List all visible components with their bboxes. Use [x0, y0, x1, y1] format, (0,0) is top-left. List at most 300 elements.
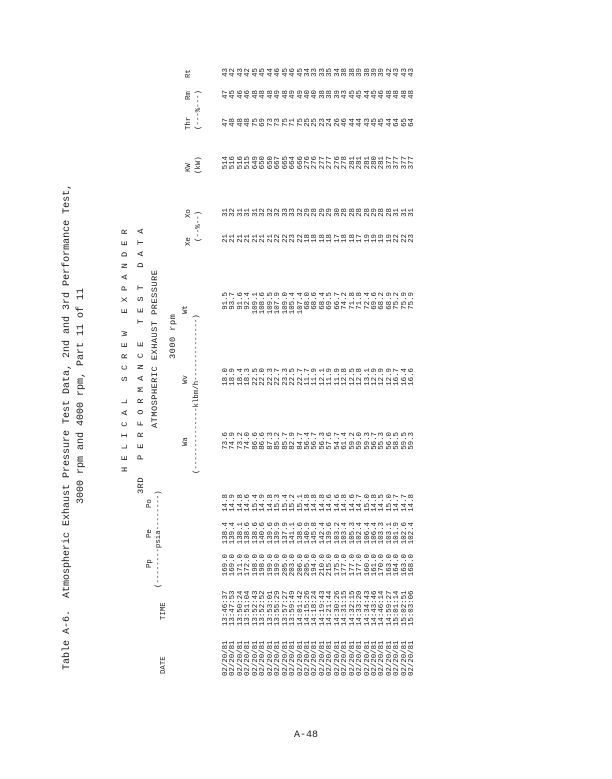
cell-xe: 22 [281, 234, 290, 243]
cell-xo: 28 [356, 208, 365, 217]
cell-pe: 103.4 [341, 522, 350, 545]
cell-rt: 42 [385, 68, 394, 77]
cell-wt: 68.4 [318, 292, 327, 310]
cell-po: 14.8 [371, 494, 379, 512]
cell-thr: 65 [400, 118, 409, 127]
cell-thr: 48 [236, 118, 245, 127]
col-header-xo: Xo [185, 209, 193, 218]
cell-wa: 59.2 [348, 432, 357, 450]
cell-time: 15:01:14 [393, 590, 402, 626]
cell-pe: 137.9 [281, 522, 290, 545]
cell-xe: 21 [236, 234, 245, 243]
cell-pe: 142.4 [318, 522, 327, 545]
cell-xo: 28 [363, 208, 372, 217]
cell-time: 13:59:49 [289, 590, 298, 626]
cell-wt: 92.4 [244, 292, 253, 310]
cell-xo: 29 [326, 208, 335, 217]
cell-xe: 22 [400, 234, 409, 243]
cell-po: 14.7 [393, 494, 402, 512]
cell-thr: 25 [303, 118, 312, 127]
cell-thr: 48 [244, 118, 253, 127]
cell-time: 13:52:43 [251, 590, 260, 626]
cell-kw: 277 [326, 156, 335, 170]
cell-date: 02/20/81 [326, 640, 335, 676]
cell-rm: 48 [259, 90, 268, 99]
cell-rm: 45 [356, 90, 365, 99]
cell-date: 02/20/81 [266, 640, 275, 676]
cell-date: 02/20/81 [274, 640, 283, 676]
cell-kw: 664 [289, 156, 298, 170]
cell-wv: 18.4 [236, 368, 245, 386]
cell-kw: 278 [341, 156, 350, 170]
cell-date: 02/20/81 [259, 640, 268, 676]
cell-po: 14.8 [311, 494, 320, 512]
cell-xo: 32 [229, 208, 238, 217]
cell-thr: 44 [356, 118, 365, 127]
cell-po: 15.3 [274, 494, 283, 512]
cell-rt: 43 [408, 68, 417, 77]
cell-rm: 48 [408, 90, 417, 99]
cell-date: 02/20/81 [303, 640, 312, 676]
cell-wa: 55.3 [378, 432, 387, 450]
cell-rt: 38 [363, 68, 372, 77]
cell-time: 14:59:27 [385, 590, 394, 626]
cell-rt: 45 [259, 68, 268, 77]
cell-wv: 11.9 [333, 368, 342, 386]
cell-pe: 139.9 [274, 522, 283, 545]
heading-line-2: 3RD P E R F O R M A N C E T E S T D A T A [136, 228, 146, 494]
cell-rt: 39 [371, 68, 379, 77]
cell-pe: 140.6 [259, 522, 268, 545]
cell-xo: 31 [400, 208, 409, 217]
cell-wa: 86.6 [251, 432, 260, 450]
cell-time: 13:46:37 [222, 590, 230, 626]
cell-rm: 46 [244, 90, 253, 99]
col-header-pp: Pp [146, 559, 154, 568]
heading-line-3: ATMOSPHERIC EXHAUST PRESSURE [150, 269, 160, 428]
cell-wv: 18.9 [229, 368, 238, 386]
cell-pe: 141.1 [289, 522, 298, 545]
cell-time: 14:34:43 [363, 590, 372, 626]
cell-po: 14.7 [400, 494, 409, 512]
cell-thr: 47 [222, 118, 230, 127]
cell-po: 14.8 [303, 494, 312, 512]
cell-pp: 215.0 [326, 554, 335, 577]
cell-date: 02/20/81 [229, 640, 238, 676]
cell-rm: 48 [400, 90, 409, 99]
cell-rt: 33 [311, 68, 320, 77]
cell-xo: 33 [281, 208, 290, 217]
cell-time: 14:46:14 [378, 590, 387, 626]
cell-xe: 23 [408, 234, 417, 243]
cell-rm: 46 [378, 90, 387, 99]
cell-rm: 45 [371, 90, 379, 99]
cell-thr: 73 [274, 118, 283, 127]
cell-rm: 49 [274, 90, 283, 99]
col-header-po: Po [146, 499, 154, 508]
cell-time: 14:18:24 [311, 590, 320, 626]
cell-thr: 23 [318, 118, 327, 127]
cell-xo: 28 [311, 208, 320, 217]
cell-date: 02/20/81 [289, 640, 298, 676]
cell-wt: 107.4 [296, 292, 305, 315]
cell-thr: 48 [229, 118, 238, 127]
cell-po: 15.0 [363, 494, 372, 512]
cell-kw: 516 [229, 156, 238, 170]
cell-wa: 56.7 [371, 432, 379, 450]
cell-pp: 198.0 [251, 554, 260, 577]
cell-wa: 56.4 [303, 432, 312, 450]
cell-xe: 21 [222, 234, 230, 243]
cell-xo: 32 [259, 208, 268, 217]
cell-po: 14.8 [341, 494, 350, 512]
cell-wa: 73.2 [236, 432, 245, 450]
cell-date: 02/20/81 [281, 640, 290, 676]
cell-kw: 516 [236, 156, 245, 170]
cell-xe: 18 [311, 234, 320, 243]
cell-wt: 69.6 [371, 292, 379, 310]
cell-wv: 22.5 [251, 368, 260, 386]
cell-wa: 86.6 [259, 432, 268, 450]
cell-wv: 11.7 [303, 368, 312, 386]
cell-time: 13:50:24 [236, 590, 245, 626]
col-header-kw-unit: (kW) [195, 156, 203, 174]
cell-time: 14:43:46 [371, 590, 379, 626]
cell-kw: 276 [333, 156, 342, 170]
cell-po: 14.9 [259, 494, 268, 512]
cell-thr: 75 [281, 118, 290, 127]
col-header-date: DATE [160, 656, 168, 674]
cell-wv: 11.9 [311, 368, 320, 386]
cell-rt: 38 [341, 68, 350, 77]
cell-date: 02/20/81 [244, 640, 253, 676]
col-header-psia-unit: (--------psia--------) [155, 490, 163, 588]
cell-pp: 206.0 [296, 554, 305, 577]
heading-speed: 3000 rpm [168, 313, 178, 359]
cell-xe: 19 [378, 234, 387, 243]
cell-thr: 44 [385, 118, 394, 127]
cell-wt: 91.6 [236, 292, 245, 310]
cell-wv: 12.8 [341, 368, 350, 386]
col-header-wv: Wv [182, 375, 190, 384]
cell-pe: 138.1 [236, 522, 245, 545]
cell-wt: 74.2 [341, 292, 350, 310]
cell-xe: 18 [341, 234, 350, 243]
cell-xo: 28 [348, 208, 357, 217]
cell-xe: 21 [266, 234, 275, 243]
cell-po: 15.1 [296, 494, 305, 512]
cell-pe: 102.4 [356, 522, 365, 545]
cell-rt: 43 [400, 68, 409, 77]
cell-pe: 106.4 [371, 522, 379, 545]
cell-xo: 28 [385, 208, 394, 217]
col-header-wt: Wt [182, 305, 190, 314]
cell-rt: 44 [266, 68, 275, 77]
cell-kw: 281 [363, 156, 372, 170]
cell-po: 14.8 [318, 494, 327, 512]
cell-wv: 12.8 [356, 368, 365, 386]
cell-xe: 18 [318, 234, 327, 243]
cell-rm: 48 [393, 90, 402, 99]
cell-po: 14.8 [408, 494, 417, 512]
cell-wv: 16.7 [393, 368, 402, 386]
cell-pp: 205.0 [303, 554, 312, 577]
cell-xe: 21 [259, 234, 268, 243]
table-caption-line-1: Table A-6. Atmospheric Exhaust Pressure Test Data, 2nd and 3rd Performance Test, [62, 183, 73, 670]
cell-pp: 161.0 [371, 554, 379, 577]
cell-xo: 28 [378, 208, 387, 217]
cell-pp: 171.0 [236, 554, 245, 577]
cell-wa: 74.9 [229, 432, 238, 450]
cell-wt: 71.8 [356, 292, 365, 310]
cell-kw: 377 [385, 156, 394, 170]
cell-time: 15:02:51 [400, 590, 409, 626]
cell-pe: 106.4 [363, 522, 372, 545]
cell-po: 14.6 [326, 494, 335, 512]
col-header-pct-unit: (---%---) [195, 90, 203, 130]
cell-wt: 68.2 [378, 292, 387, 310]
cell-pp: 199.0 [266, 554, 275, 577]
cell-thr: 45 [371, 118, 379, 127]
col-header-rt: Rt [185, 69, 193, 78]
cell-pe: 139.4 [229, 522, 238, 545]
cell-kw: 281 [378, 156, 387, 170]
cell-time: 14:31:15 [341, 590, 350, 626]
cell-xe: 19 [363, 234, 372, 243]
table-caption-line-2: 3000 rpm and 4000 rpm, Part 11 of 11 [76, 287, 87, 504]
cell-kw: 276 [303, 156, 312, 170]
cell-kw: 515 [244, 156, 253, 170]
cell-po: 15.4 [281, 494, 290, 512]
cell-wv: 16.4 [400, 368, 409, 386]
cell-time: 14:15:26 [303, 590, 312, 626]
cell-xe: 18 [303, 234, 312, 243]
cell-wv: 11.9 [326, 368, 335, 386]
cell-po: 14.7 [356, 494, 365, 512]
cell-time: 14:32:15 [348, 590, 357, 626]
cell-wv: 22.7 [296, 368, 305, 386]
cell-pp: 194.0 [311, 554, 320, 577]
cell-thr: 75 [251, 118, 260, 127]
cell-po: 15.4 [251, 494, 260, 512]
cell-rm: 45 [229, 90, 238, 99]
cell-rt: 43 [393, 68, 402, 77]
cell-po: 14.9 [229, 494, 238, 512]
cell-date: 02/20/81 [408, 640, 417, 676]
cell-thr: 26 [333, 118, 342, 127]
cell-wa: 82.9 [289, 432, 298, 450]
col-header-x-unit: (--%--) [195, 210, 203, 242]
cell-wa: 85.7 [281, 432, 290, 450]
cell-thr: 64 [393, 118, 402, 127]
cell-po: 14.8 [236, 494, 245, 512]
cell-xo: 31 [236, 208, 245, 217]
cell-wt: 71.8 [348, 292, 357, 310]
cell-pp: 177.0 [348, 554, 357, 577]
cell-rm: 43 [341, 90, 350, 99]
cell-pe: 103.1 [385, 522, 394, 545]
cell-rm: 38 [318, 90, 327, 99]
cell-date: 02/20/81 [251, 640, 260, 676]
cell-xe: 19 [371, 234, 379, 243]
cell-wa: 59.3 [408, 432, 417, 450]
cell-thr: 71 [289, 118, 298, 127]
cell-xe: 23 [289, 234, 298, 243]
cell-kw: 666 [296, 156, 305, 170]
cell-pe: 105.3 [348, 522, 357, 545]
cell-date: 02/20/81 [393, 640, 402, 676]
cell-wt: 66.7 [333, 292, 342, 310]
cell-time: 14:19:43 [318, 590, 327, 626]
cell-pp: 210.0 [318, 554, 327, 577]
cell-thr: 69 [259, 118, 268, 127]
cell-xe: 21 [244, 234, 253, 243]
cell-wv: 12.9 [378, 368, 387, 386]
cell-pp: 163.0 [385, 554, 394, 577]
cell-xo: 29 [318, 208, 327, 217]
cell-date: 02/20/81 [222, 640, 230, 676]
cell-xe: 21 [229, 234, 238, 243]
cell-date: 02/20/81 [356, 640, 365, 676]
cell-po: 14.5 [378, 494, 387, 512]
cell-wv: 18.0 [222, 368, 230, 386]
cell-xo: 33 [289, 208, 298, 217]
cell-rt: 34 [333, 68, 342, 77]
cell-pp: 170.0 [378, 554, 387, 577]
cell-pp: 175.0 [333, 554, 342, 577]
cell-pp: 163.0 [400, 554, 409, 577]
cell-thr: 45 [378, 118, 387, 127]
cell-xe: 17 [333, 234, 342, 243]
cell-pe: 139.6 [326, 522, 335, 545]
cell-kw: 377 [400, 156, 409, 170]
cell-pe: 103.3 [378, 522, 387, 545]
page-number: A-48 [293, 730, 318, 741]
cell-date: 02/20/81 [311, 640, 320, 676]
cell-kw: 649 [251, 156, 260, 170]
cell-rt: 39 [356, 68, 365, 77]
cell-rm: 48 [266, 90, 275, 99]
cell-rm: 44 [363, 90, 372, 99]
cell-wa: 61.4 [341, 432, 350, 450]
cell-thr: 24 [326, 118, 335, 127]
cell-wa: 56.3 [318, 432, 327, 450]
cell-pp: 203.0 [289, 554, 298, 577]
cell-rt: 42 [229, 68, 238, 77]
col-header-kw: KW [185, 163, 193, 172]
cell-xe: 22 [393, 234, 402, 243]
cell-date: 02/20/81 [378, 640, 387, 676]
cell-po: 14.6 [244, 494, 253, 512]
cell-pp: 205.0 [281, 554, 290, 577]
cell-wv: 12.9 [371, 368, 379, 386]
cell-date: 02/20/81 [348, 640, 357, 676]
cell-rt: 38 [348, 68, 357, 77]
cell-xe: 22 [296, 234, 305, 243]
cell-rm: 40 [303, 90, 312, 99]
cell-wa: 85.2 [274, 432, 283, 450]
cell-wt: 109.0 [281, 292, 290, 315]
cell-xo: 31 [244, 208, 253, 217]
cell-date: 02/20/81 [341, 640, 350, 676]
cell-rm: 49 [289, 90, 298, 99]
cell-date: 02/20/81 [385, 640, 394, 676]
cell-wa: 57.6 [326, 432, 335, 450]
cell-wa: 87.3 [266, 432, 275, 450]
cell-wv: 18.3 [244, 368, 253, 386]
cell-rt: 43 [236, 68, 245, 77]
cell-wt: 68.0 [303, 292, 312, 310]
cell-wt: 72.4 [363, 292, 372, 310]
cell-wa: 56.0 [385, 432, 394, 450]
cell-wt: 69.5 [326, 292, 335, 310]
cell-xe: 18 [348, 234, 357, 243]
cell-rt: 46 [274, 68, 283, 77]
cell-date: 02/20/81 [333, 640, 342, 676]
cell-pp: 199.0 [274, 554, 283, 577]
cell-wa: 58.5 [393, 432, 402, 450]
cell-thr: 43 [363, 118, 372, 127]
cell-kw: 281 [356, 156, 365, 170]
cell-time: 13:51:04 [244, 590, 253, 626]
cell-xo: 31 [393, 208, 402, 217]
cell-date: 02/20/81 [236, 640, 245, 676]
cell-pe: 138.4 [222, 522, 230, 545]
cell-wt: 75.9 [408, 292, 417, 310]
cell-thr: 44 [348, 118, 357, 127]
cell-wv: 22.3 [266, 368, 275, 386]
cell-kw: 650 [259, 156, 268, 170]
cell-kw: 377 [393, 156, 402, 170]
cell-rm: 46 [236, 90, 245, 99]
cell-time: 14:30:26 [333, 590, 342, 626]
cell-wv: 23.3 [281, 368, 290, 386]
cell-wa: 74.0 [244, 432, 253, 450]
cell-rt: 43 [222, 68, 230, 77]
cell-xo: 31 [408, 208, 417, 217]
cell-wa: 59.0 [356, 432, 365, 450]
cell-rm: 49 [296, 90, 305, 99]
cell-wa: 56.7 [311, 432, 320, 450]
cell-date: 02/20/81 [371, 640, 379, 676]
cell-rt: 46 [289, 68, 298, 77]
cell-thr: 64 [408, 118, 417, 127]
cell-thr: 25 [311, 118, 320, 127]
cell-wt: 93.7 [229, 292, 238, 310]
cell-pp: 172.0 [244, 554, 253, 577]
cell-rt: 45 [296, 68, 305, 77]
cell-rt: 45 [251, 68, 260, 77]
cell-kw: 280 [371, 156, 379, 170]
cell-thr: 75 [296, 118, 305, 127]
cell-thr: 46 [341, 118, 350, 127]
col-header-rm: Rm [185, 91, 193, 100]
cell-wv: 12.1 [318, 368, 327, 386]
cell-po: 14.6 [333, 494, 342, 512]
cell-kw: 650 [266, 156, 275, 170]
cell-kw: 665 [281, 156, 290, 170]
cell-rt: 45 [281, 68, 290, 77]
cell-wt: 109.1 [251, 292, 260, 315]
col-header-klbm-unit: (--------------klbm/h--------------) [193, 314, 201, 474]
cell-rt: 42 [244, 68, 253, 77]
cell-po: 15.2 [289, 494, 298, 512]
cell-kw: 377 [408, 156, 417, 170]
cell-kw: 277 [318, 156, 327, 170]
cell-xo: 32 [266, 208, 275, 217]
cell-xe: 18 [326, 234, 335, 243]
cell-xe: 21 [251, 234, 260, 243]
